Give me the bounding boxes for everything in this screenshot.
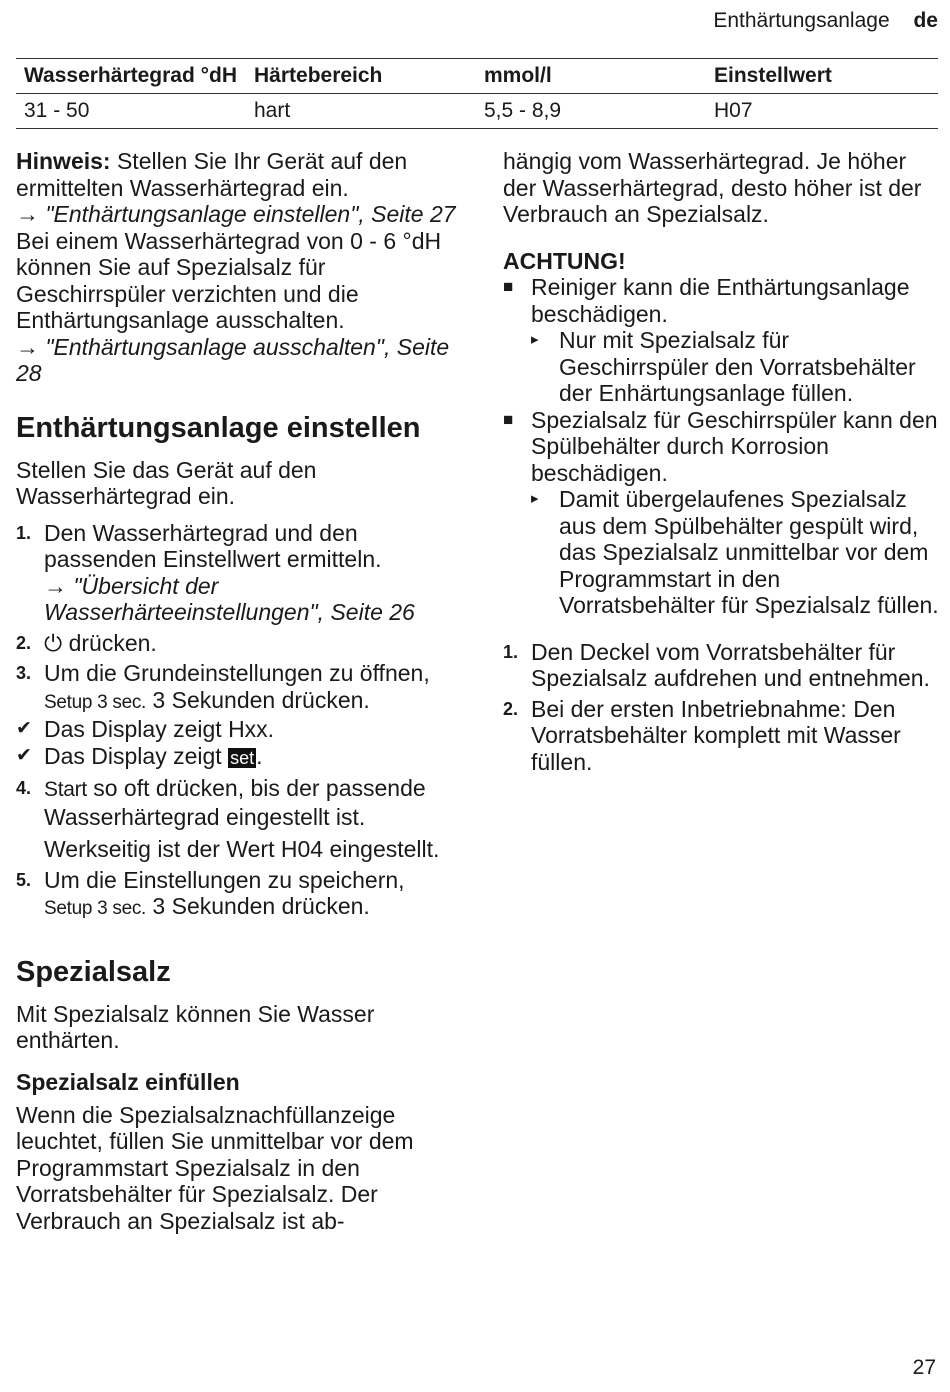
- section-heading: Spezialsalz: [16, 955, 171, 988]
- language-code: de: [913, 9, 938, 32]
- table-cell: hart: [254, 99, 291, 122]
- step-number: 1.: [16, 522, 32, 543]
- step-number: 3.: [16, 663, 32, 683]
- page-number: 27: [912, 1356, 936, 1379]
- table-cell: 5,5 - 8,9: [484, 99, 562, 122]
- subsection-heading: Spezialsalz einfüllen: [16, 1068, 240, 1095]
- step-number: 4.: [16, 778, 32, 798]
- intro-paragraph: Mit Spezialsalz können Sie Wasser enthärten.: [16, 1000, 375, 1053]
- water-hardness-table: [16, 58, 938, 129]
- step-text: drücken.: [62, 629, 157, 656]
- table-header-cell: Wasserhärtegrad °dH: [24, 64, 238, 87]
- body-paragraph: hängig vom Wasserhärtegrad. Je höher der Wasserhärtegrad, desto höher ist der Verbrauch an Spezialsalz.: [503, 148, 922, 227]
- setup-key-label: Setup 3 sec.: [44, 691, 147, 713]
- warning-text: Spezialsalz für Geschirrspüler kann den Spülbehälter durch Korrosion beschädigen.: [531, 406, 938, 486]
- bullet-triangle-icon: ▸: [531, 331, 539, 348]
- action-text: Nur mit Spezialsalz für Geschirrspüler den Vorratsbehälter der Enhärtungsanlage füllen.: [559, 327, 916, 406]
- step-text: so oft drücken, bis der passende Wasserhärtegrad eingestellt ist.: [44, 775, 426, 830]
- result-text: Das Display zeigt Hxx.: [44, 716, 275, 742]
- list-item: [16, 716, 456, 743]
- cross-reference-link[interactable]: → "Enthärtungsanlage einstellen", Seite 27: [16, 201, 456, 227]
- bullet-triangle-icon: ▸: [531, 490, 539, 507]
- list-item: [16, 660, 456, 716]
- step-text: Bei der ersten Inbetriebnahme: Den Vorratsbehälter komplett mit Wasser füllen.: [531, 695, 901, 775]
- step-text: Um die Einstellungen zu speichern,: [44, 866, 405, 893]
- step-number: 2.: [16, 632, 32, 653]
- list-item: [503, 696, 940, 776]
- step-text: Den Deckel vom Vorratsbehälter für Spezialsalz aufdrehen und entnehmen.: [531, 638, 930, 691]
- check-icon: ✔: [16, 744, 32, 766]
- hint-text: Stellen Sie Ihr Gerät auf den ermittelten Wasserhärtegrad ein.: [16, 148, 408, 201]
- left-column: [16, 148, 456, 1234]
- step-number: 1.: [503, 641, 519, 662]
- list-item: [16, 775, 456, 863]
- warning-list: [503, 274, 940, 619]
- step-number: 2.: [503, 698, 519, 719]
- cross-reference-link[interactable]: → "Übersicht der Wasserhärteeinstellungen", Seite 26: [44, 572, 415, 625]
- start-key-label: Start: [44, 778, 87, 801]
- list-item: [16, 867, 456, 923]
- table-row: [16, 94, 938, 129]
- section-title: Enthärtungsanlage: [713, 9, 890, 32]
- setup-key-label: Setup 3 sec.: [44, 898, 147, 919]
- step-text: 3 Sekunden drücken.: [146, 893, 370, 919]
- list-item: [531, 327, 940, 407]
- table-header-row: [16, 59, 938, 94]
- body-paragraph: Wenn die Spezialsalznachfüllanzeige leuchtet, füllen Sie unmittelbar vor dem Programmstart Spezialsalz in den Vorratsbehälter für Spezialsalz. Der Verbrauch an Spezialsalz ist ab-: [16, 1101, 414, 1234]
- step-text: 3 Sekunden drücken.: [146, 686, 370, 713]
- hint-text-2: Bei einem Wasserhärtegrad von 0 - 6 °dH können Sie auf Spezialsalz für Geschirrspüler verzichten und die Enthärtungsanlage ausschalten.: [16, 227, 442, 333]
- list-item: [503, 274, 940, 407]
- table-cell: 31 - 50: [24, 99, 90, 122]
- list-item: [503, 407, 940, 619]
- bullet-square-icon: ■: [503, 277, 514, 296]
- steps-list: [16, 520, 456, 923]
- list-item: [531, 486, 940, 619]
- warning-heading: ACHTUNG!: [503, 247, 626, 274]
- table-header-cell: Härtebereich: [254, 64, 383, 87]
- table-header-cell: mmol/l: [484, 64, 552, 87]
- result-text: Das Display zeigt: [44, 742, 229, 769]
- cross-reference-link[interactable]: → "Enthärtungsanlage ausschalten", Seite 28: [16, 333, 450, 386]
- hint-paragraph: [16, 148, 456, 201]
- list-item: [503, 639, 940, 692]
- right-column: [503, 148, 940, 775]
- step-note: Werkseitig ist der Wert H04 eingestellt.: [44, 836, 440, 862]
- step-number: 5.: [16, 869, 32, 890]
- power-icon: ⏻: [44, 629, 63, 656]
- step-text: Um die Grundeinstellungen zu öffnen,: [44, 660, 430, 686]
- table-cell: H07: [714, 99, 753, 122]
- page-header: [16, 8, 938, 34]
- steps-list: [503, 639, 940, 776]
- punctuation: .: [256, 742, 263, 769]
- hint-label: Hinweis:: [16, 148, 111, 174]
- section-heading: Enthärtungsanlage einstellen: [16, 411, 421, 444]
- bullet-square-icon: ■: [503, 409, 514, 429]
- action-text: Damit übergelaufenes Spezialsalz aus dem Spülbehälter gespült wird, das Spezialsalz unmittelbar vor dem Programmstart in den Vorratsbehälter für Spezialsalz füllen.: [559, 486, 939, 618]
- list-item: [16, 520, 456, 626]
- table-header-cell: Einstellwert: [714, 64, 832, 87]
- list-item: [16, 743, 456, 772]
- step-text: Den Wasserhärtegrad und den passenden Einstellwert ermitteln.: [44, 519, 382, 572]
- list-item: [16, 630, 456, 657]
- intro-paragraph: Stellen Sie das Gerät auf den Wasserhärtegrad ein.: [16, 456, 317, 509]
- check-icon: ✔: [16, 718, 32, 739]
- warning-text: Reiniger kann die Enthärtungsanlage beschädigen.: [531, 274, 910, 327]
- display-set-indicator: set: [230, 747, 255, 768]
